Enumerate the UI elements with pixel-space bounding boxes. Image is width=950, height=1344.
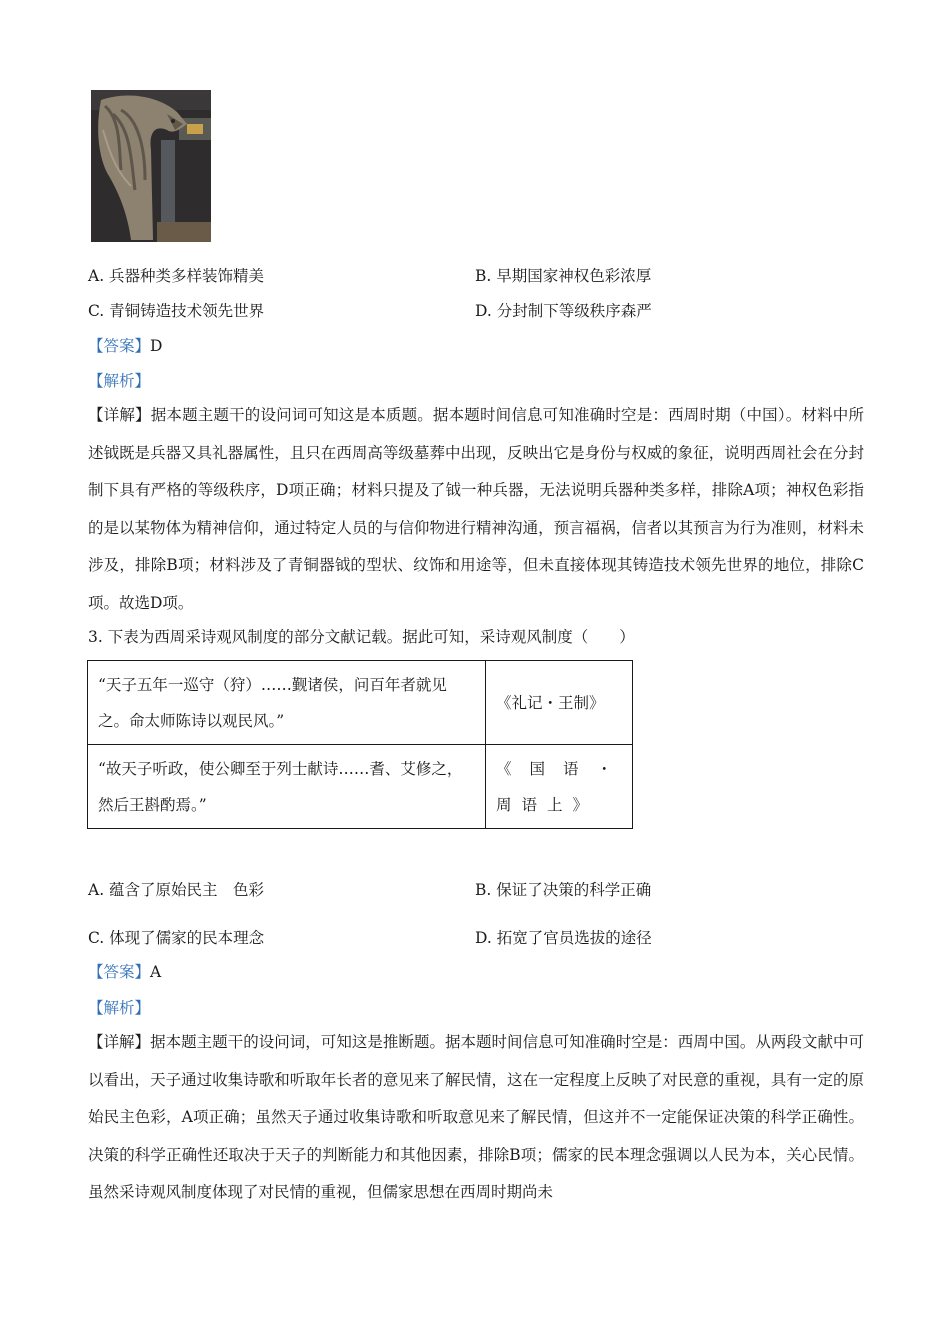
detail-tag: 【详解】 xyxy=(88,406,151,424)
q2-option-d: D. 分封制下等级秩序森严 xyxy=(475,302,652,320)
detail-tag: 【详解】 xyxy=(88,1033,151,1051)
detail-text: 据本题主题干的设问词，可知这是推断题。据本题时间信息可知准确时空是：西周中国。从两段文献中可以看出，天子通过收集诗歌和听取年长者的意见来了解民情，这在一定程度上反映了对民意的重视，具有一定的原始民主色彩，A项正确；虽然天子通过收集诗歌和听取意见来了解民情，但这并不一定能保证决策的科学正确性。决策的科学正确性还取决于天子的判断能力和其他因素，排除B项；儒家的民本理念强调以人民为本，关心民情。虽然采诗观风制度体现了对民情的重视，但儒家思想在西周时期尚未 xyxy=(88,1033,864,1201)
q3-analysis-tag: 【解析】 xyxy=(88,999,151,1017)
answer-tag: 【答案】 xyxy=(88,337,151,355)
table-source-cell: 《国语・周语上》 xyxy=(486,745,633,829)
table-quote-cell: “故天子听政，使公卿至于列士献诗……耆、艾修之，然后王斟酌焉。” xyxy=(88,745,486,829)
table-row xyxy=(88,745,633,829)
bronze-yue-axe-illustration xyxy=(91,90,211,242)
q2-option-c: C. 青铜铸造技术领先世界 xyxy=(88,302,265,320)
q3-stem: 3. 下表为西周采诗观风制度的部分文献记载。据此可知，采诗观风制度（ ） xyxy=(88,628,635,646)
q3-option-a: A. 蕴含了原始民主 色彩 xyxy=(88,881,265,899)
q2-option-a: A. 兵器种类多样装饰精美 xyxy=(88,267,265,285)
table-source-cell: 《礼记・王制》 xyxy=(486,661,633,745)
table-row xyxy=(88,661,633,745)
q3-answer xyxy=(88,962,161,982)
answer-value: D xyxy=(150,337,163,355)
q2-detail-paragraph xyxy=(88,397,864,622)
q3-option-c: C. 体现了儒家的民本理念 xyxy=(88,929,265,947)
q3-detail-paragraph xyxy=(88,1024,864,1212)
bronze-yue-axe-photo xyxy=(91,90,211,242)
q2-option-b: B. 早期国家神权色彩浓厚 xyxy=(475,267,652,285)
q2-answer xyxy=(88,336,162,356)
q3-option-b: B. 保证了决策的科学正确 xyxy=(475,881,652,899)
q3-option-d: D. 拓宽了官员选拔的途径 xyxy=(475,929,652,947)
q2-analysis-tag: 【解析】 xyxy=(88,372,151,390)
answer-value: A xyxy=(150,963,162,981)
detail-text: 据本题主题干的设问词可知这是本质题。据本题时间信息可知准确时空是：西周时期（中国）。材料中所述钺既是兵器又具礼器属性，且只在西周高等级墓葬中出现，反映出它是身份与权威的象征，说明西周社会在分封制下具有严格的等级秩序，D项正确；材料只提及了钺一种兵器，无法说明兵器种类多样，排除A项；神权色彩指的是以某物体为精神信仰，通过特定人员的与信仰物进行精神沟通，预言福祸，信者以其预言为行为准则，材料未涉及，排除B项；材料涉及了青铜器钺的型状、纹饰和用途等，但未直接体现其铸造技术领先世界的地位，排除C项。故选D项。 xyxy=(88,406,864,612)
answer-tag: 【答案】 xyxy=(88,963,151,981)
table-quote-cell: “天子五年一巡守（狩）……觐诸侯，问百年者就见之。命太师陈诗以观民风。” xyxy=(88,661,486,745)
q3-document-table xyxy=(87,660,633,829)
